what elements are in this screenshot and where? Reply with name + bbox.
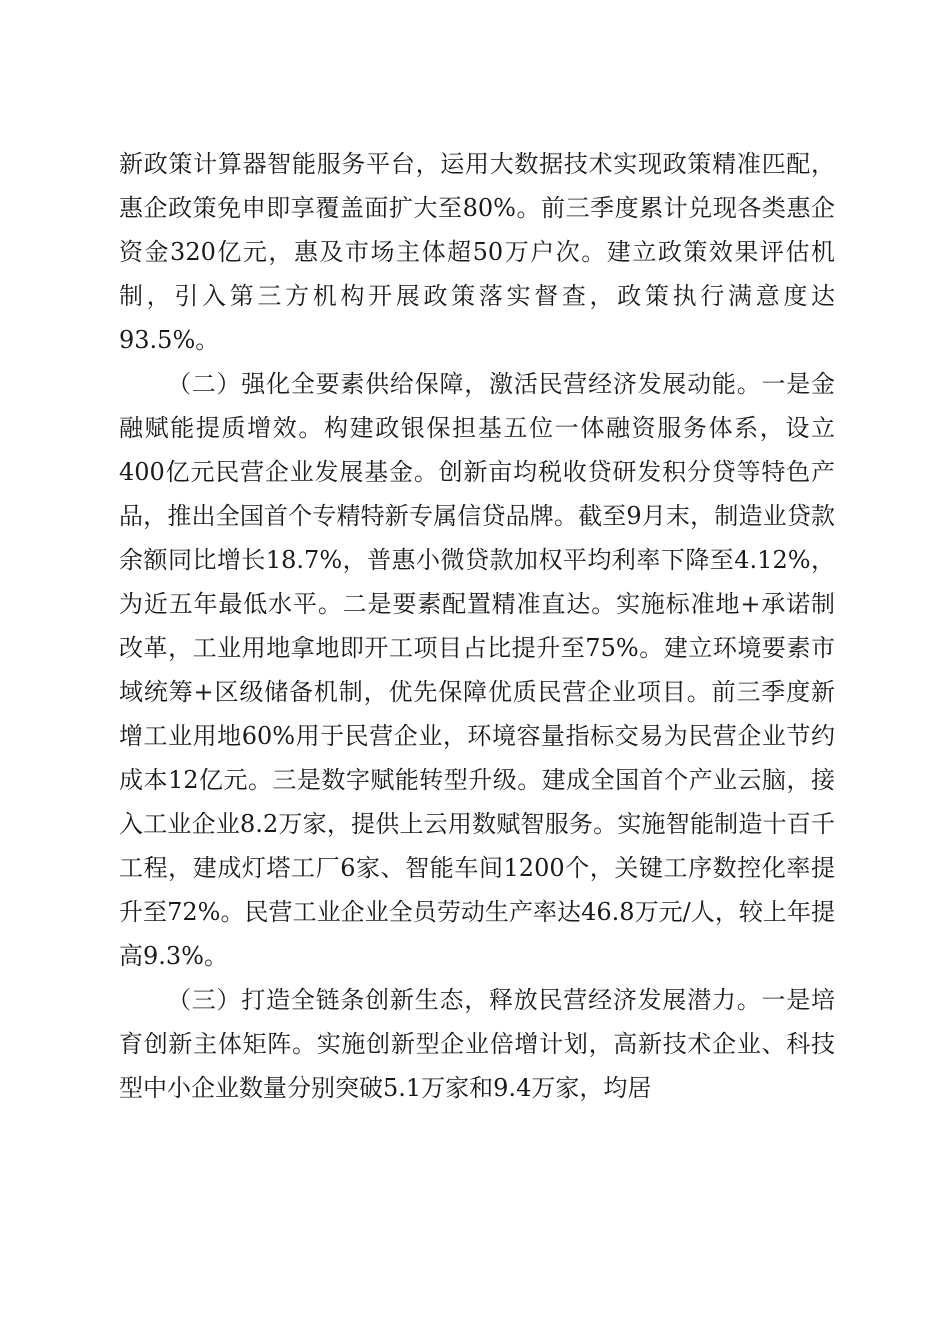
paragraph-innovation-ecosystem: （三）打造全链条创新生态，释放民营经济发展潜力。一是培育创新主体矩阵。实施创新型企业倍增计划，高新技术企业、科技型中小企业数量分别突破5.1万家和9.4万家，均居 (119, 986, 835, 1102)
paragraph-factor-supply: （二）强化全要素供给保障，激活民营经济发展动能。一是金融赋能提质增效。构建政银保担基五位一体融资服务体系，设立400亿元民营企业发展基金。创新亩均税收贷研发积分贷等特色产品，推出全国首个专精特新专属信贷品牌。截至9月末，制造业贷款余额同比增长18.7%，普惠小微贷款加权平均利率下降至4.12%，为近五年最低水平。二是要素配置精准直达。实施标准地+承诺制改革，工业用地拿地即开工项目占比提升至75%。建立环境要素市域统筹+区级储备机制，优先保障优质民营企业项目。前三季度新增工业用地60%用于民营企业，环境容量指标交易为民营企业节约成本12亿元。三是数字赋能转型升级。建成全国首个产业云脑，接入工业企业8.2万家，提供上云用数赋智服务。实施智能制造十百千工程，建成灯塔工厂6家、智能车间1200个，关键工序数控化率提升至72%。民营工业企业全员劳动生产率达46.8万元/人，较上年提高9.3%。 (119, 370, 835, 970)
paragraph-policy-platform: 新政策计算器智能服务平台，运用大数据技术实现政策精准匹配，惠企政策免申即享覆盖面扩大至80%。前三季度累计兑现各类惠企资金320亿元，惠及市场主体超50万户次。建立政策效果评估机制，引入第三方机构开展政策落实督查，政策执行满意度达93.5%。 (119, 150, 835, 354)
document-body (119, 142, 835, 1110)
